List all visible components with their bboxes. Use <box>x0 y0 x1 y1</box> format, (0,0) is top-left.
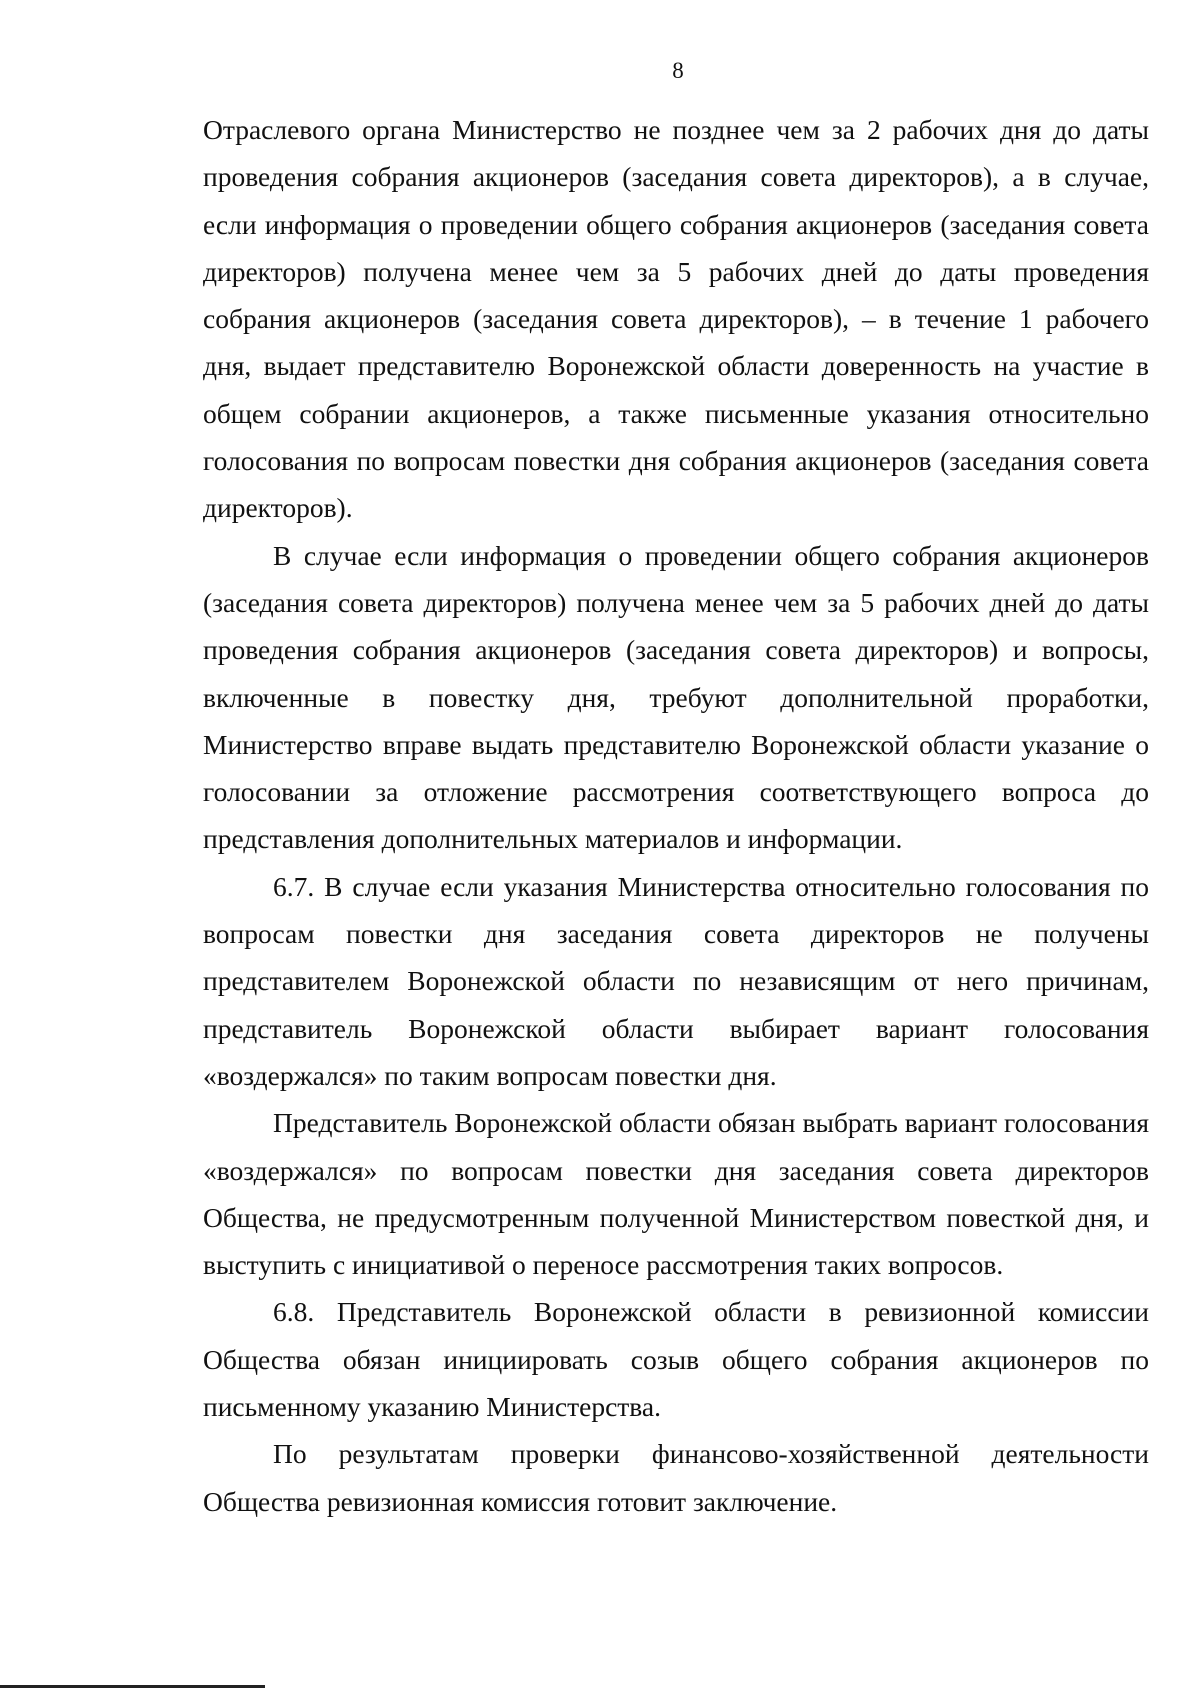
paragraph-6-7: 6.7. В случае если указания Министерства относительно голосования по вопросам повестки дня заседания совета директоров не получены представителем Воронежской области по независящим от него причинам, представитель Воронежской области выбирает вариант голосования «воздержался» по таким вопросам повестки дня. <box>203 870 1149 1091</box>
paragraph-continuation: Отраслевого органа Министерство не позднее чем за 2 рабочих дня до даты проведения собрания акционеров (заседания совета директоров), а в случае, если информация о проведении общего собрания акционеров (заседания совета директоров) получена менее чем за 5 рабочих дней до даты проведения собрания акционеров (заседания совета директоров), – в течение 1 рабочего дня, выдает представителю Воронежской области доверенность на участие в общем собрании акционеров, а также письменные указания относительно голосования по вопросам повестки дня собрания акционеров (заседания совета директоров). <box>203 114 1149 524</box>
page-number: 8 <box>672 58 684 83</box>
paragraph-audit-conclusion: По результатам проверки финансово-хозяйственной деятельности Общества ревизионная комиссия готовит заключение. <box>203 1438 1149 1517</box>
paragraph-abstain-obligation: Представитель Воронежской области обязан выбрать вариант голосования «воздержался» по вопросам повестки дня заседания совета директоров Общества, не предусмотренным полученной Министерством повесткой дня, и выступить с инициативой о переносе рассмотрения таких вопросов. <box>203 1107 1149 1281</box>
document-body <box>203 106 1149 1525</box>
footer-rule <box>0 1685 265 1688</box>
paragraph-late-info: В случае если информация о проведении общего собрания акционеров (заседания совета директоров) получена менее чем за 5 рабочих дней до даты проведения собрания акционеров (заседания совета директоров) и вопросы, включенные в повестку дня, требуют дополнительной проработки, Министерство вправе выдать представителю Воронежской области указание о голосовании за отложение рассмотрения соответствующего вопроса до представления дополнительных материалов и информации. <box>203 539 1149 855</box>
paragraph-6-8: 6.8. Представитель Воронежской области в ревизионной комиссии Общества обязан инициировать созыв общего собрания акционеров по письменному указанию Министерства. <box>203 1296 1149 1423</box>
